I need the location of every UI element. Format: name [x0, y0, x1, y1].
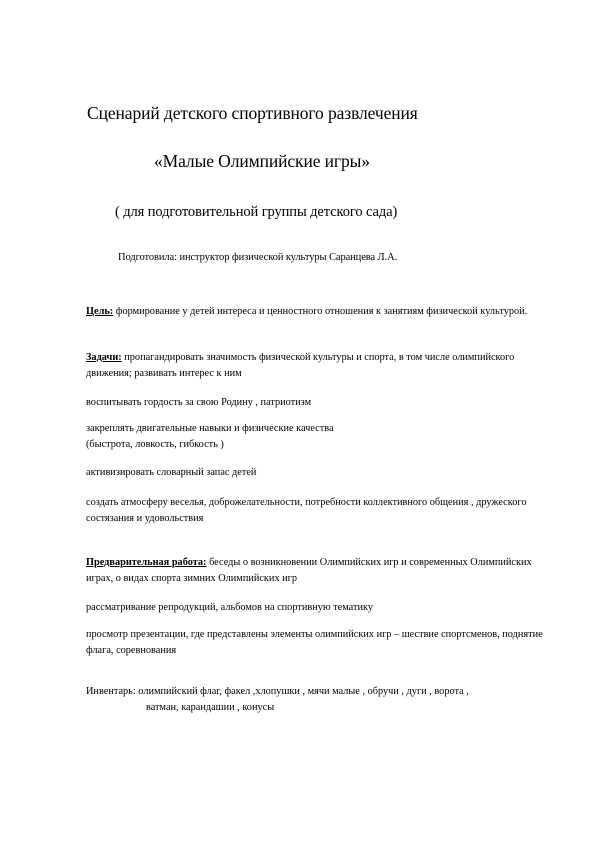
prep-item-3-text: просмотр презентации, где представлены элементы олимпийских игр – шествие спортсменов, поднятие флага, соревнования	[86, 629, 543, 656]
task-item-5-text: создать атмосферу веселья, доброжелательности, потребности коллективного общения , дружеского состязания и удовольствия	[86, 497, 527, 524]
prep-label: Предварительная работа:	[86, 557, 207, 568]
title-line-1: Сценарий детского спортивного развлечения	[87, 103, 418, 123]
task-item-2	[86, 395, 546, 411]
prep-item-2-text: рассматривание репродукций, альбомов на спортивную тематику	[86, 602, 373, 613]
task-item-3-line-1: закреплять двигательные навыки и физические качества	[86, 423, 334, 434]
prep-item-1: беседы о возникновении Олимпийских игр и современных Олимпийских играх, о видах спорта зимних Олимпийских игр	[86, 557, 532, 584]
inventory-line-2	[146, 700, 595, 716]
tasks-paragraph	[86, 350, 546, 382]
inventory-line-1-text: Инвентарь: олимпийский флаг, факел ,хлопушки , мячи малые , обручи , дуги , ворота ,	[86, 686, 469, 697]
inventory-line-1	[86, 684, 546, 700]
task-item-1: пропагандировать значимость физической культуры и спорта, в том числе олимпийского движения; развивать интерес к ним	[86, 352, 515, 379]
goal-paragraph	[86, 304, 546, 320]
prep-item-3	[86, 627, 546, 659]
task-item-5	[86, 495, 546, 527]
task-item-4-text: активизировать словарный запас детей	[86, 467, 257, 478]
task-item-4	[86, 465, 546, 481]
inventory-line-2-text: ватман, карандашии , конусы	[146, 702, 275, 713]
task-item-3	[86, 421, 546, 453]
prep-paragraph	[86, 555, 546, 587]
author-line: Подготовила: инструктор физической культуры Саранцева Л.А.	[118, 252, 398, 263]
goal-label: Цель:	[86, 306, 114, 317]
subtitle: ( для подготовительной группы детского сада)	[115, 204, 398, 220]
prep-item-2	[86, 600, 546, 616]
goal-text: формирование у детей интереса и ценностного отношения к занятиям физической культурой.	[113, 306, 528, 317]
task-item-2-text: воспитывать гордость за свою Родину , патриотизм	[86, 397, 312, 408]
tasks-label: Задачи:	[86, 352, 122, 363]
title-line-2: «Малые Олимпийские игры»	[154, 151, 370, 171]
task-item-3-line-2: (быстрота, ловкость, гибкость )	[86, 439, 224, 450]
